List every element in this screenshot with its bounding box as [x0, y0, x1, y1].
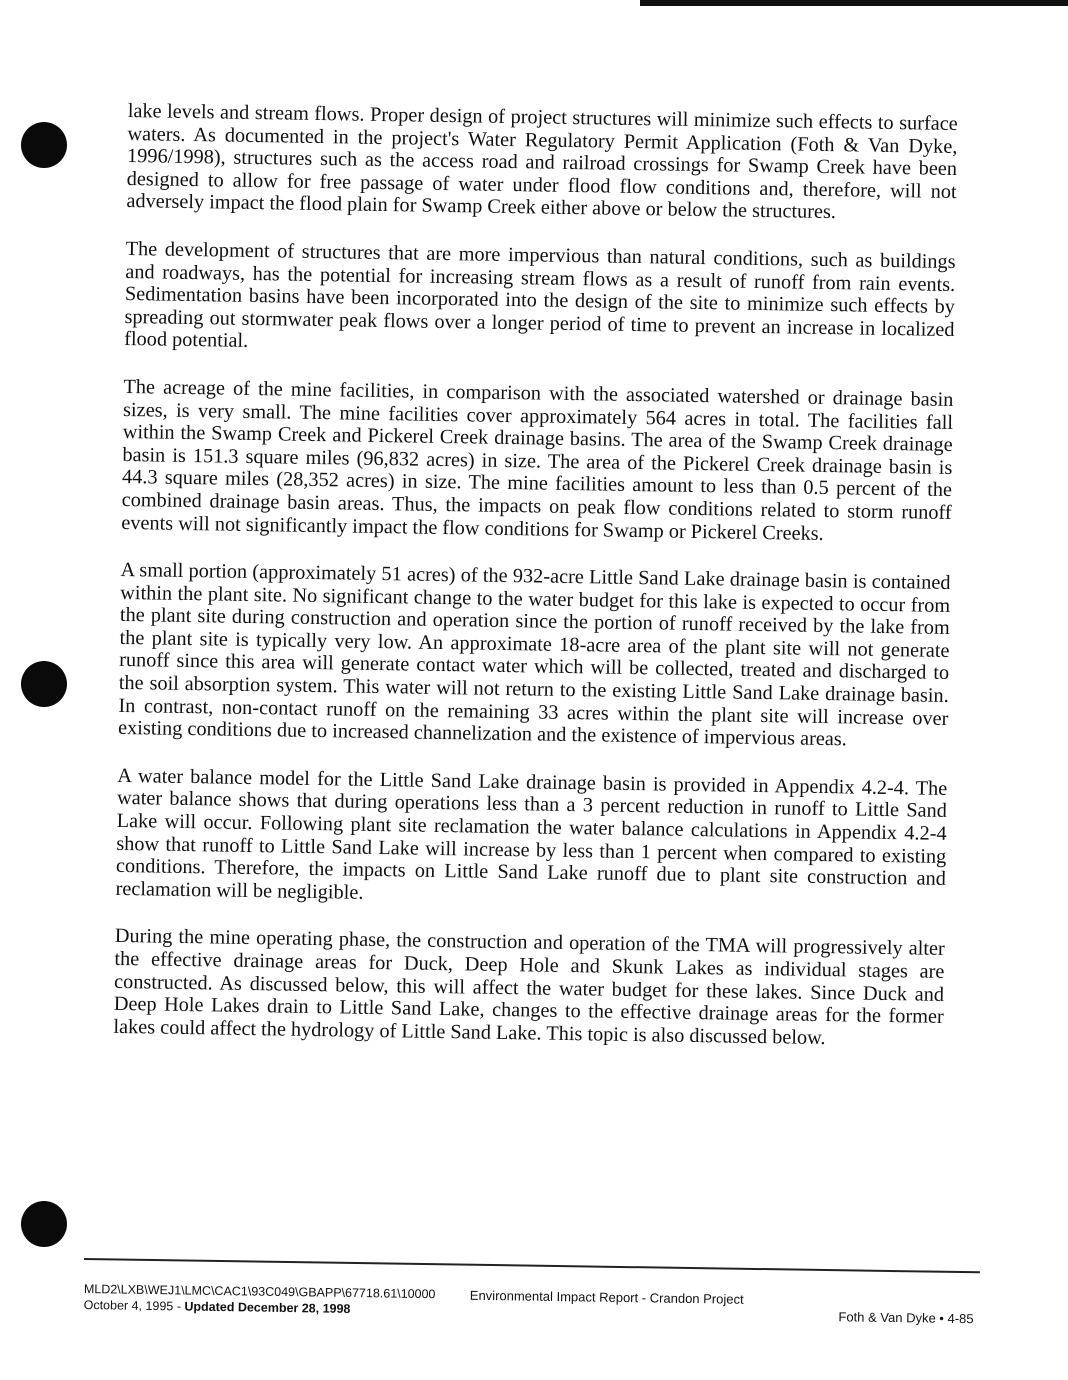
paragraph-2: The development of structures that are more impervious than natural conditions, such as buildings and roadways, has the potential for increasing stream flows as a result of runoff from rain events. Sedimentation basins have been incorporated into the design of the site to minimize such effects by spreading out stormwater peak flows over a longer period of time to prevent an increase in localized flood potential.	[124, 237, 956, 353]
scan-edge-shadow	[640, 0, 1068, 6]
paragraph-4: A small portion (approximately 51 acres) of the 932-acre Little Sand Lake drainage basin is contained within the plant site. No significant change to the water budget for this lake is expected to occur from the plant site during construction and operation since the portion of runoff received by the lake from the plant site is typically very low. An approximate 18-acre area of the plant site will not generate runoff since this area will generate contact water which will be collected, treated and discharged to the soil absorption system. This water will not return to the existing Little Sand Lake drainage basin. In contrast, non-contact runoff on the remaining 33 acres within the plant site will increase over existing conditions due to increased channelization and the existence of impervious areas.	[117, 559, 951, 751]
paragraph-5: A water balance model for the Little Sand Lake drainage basin is provided in Appendix 4.2-4. The water balance shows that during operations less than a 3 percent reduction in runoff to Little Sand Lake will occur. Following plant site reclamation the water balance calculations in Appendix 4.2-4 show that runoff to Little Sand Lake will increase by less than 1 percent when compared to existing conditions. Therefore, the impacts on Little Sand Lake runoff due to plant site construction and reclamation will be negligible.	[115, 764, 948, 904]
body-text	[113, 100, 958, 1076]
paragraph-1: lake levels and stream flows. Proper design of project structures will minimize such effects to surface waters. As documented in the project's Water Regulatory Permit Application (Foth & Van Dyke, 1996/1998), structures such as the access road and railroad crossings for Swamp Creek have been designed to allow for free passage of water under flood flow conditions and, therefore, will not adversely impact the flood plain for Swamp Creek either above or below the structures.	[126, 100, 958, 224]
footer-dates	[84, 1298, 351, 1316]
footer-original-date: October 4, 1995 -	[83, 1297, 185, 1314]
paragraph-6: During the mine operating phase, the construction and operation of the TMA will progressively alter the effective drainage areas for Duck, Deep Hole and Skunk Lakes as individual stages are constructed. As discussed below, this will affect the water budget for these lakes. Since Duck and Deep Hole Lakes drain to Little Sand Lake, changes to the effective drainage areas for the former lakes could affect the hydrology of Little Sand Lake. This topic is also discussed below.	[113, 925, 945, 1049]
footer-report-title: Environmental Impact Report - Crandon Project	[469, 1287, 744, 1307]
binder-hole-bottom	[21, 1201, 67, 1247]
footer-page-reference: Foth & Van Dyke • 4-85	[838, 1309, 974, 1327]
binder-hole-top	[21, 122, 67, 168]
footer-updated-date: Updated December 28, 1998	[184, 1299, 351, 1316]
page-footer	[83, 1282, 980, 1339]
binder-hole-middle	[21, 661, 67, 707]
footer-divider	[84, 1258, 980, 1273]
paragraph-3: The acreage of the mine facilities, in comparison with the associated watershed or drainage basin sizes, is very small. The mine facilities cover approximately 564 acres in total. The facilities fall within the Swamp Creek and Pickerel Creek drainage basins. The area of the Swamp Creek drainage basin is 151.3 square miles (96,832 acres) in size. The area of the Pickerel Creek drainage basin is 44.3 square miles (28,352 acres) in size. The mine facilities amount to less than 0.5 percent of the combined drainage basin areas. Thus, the impacts on peak flow conditions related to storm runoff events will not significantly impact the flow conditions for Swamp or Pickerel Creeks.	[121, 375, 954, 545]
footer-file-path: MLD2\LXB\WEJ1\LMC\CAC1\93C049\GBAPP\67718.61\10000	[83, 1282, 436, 1302]
